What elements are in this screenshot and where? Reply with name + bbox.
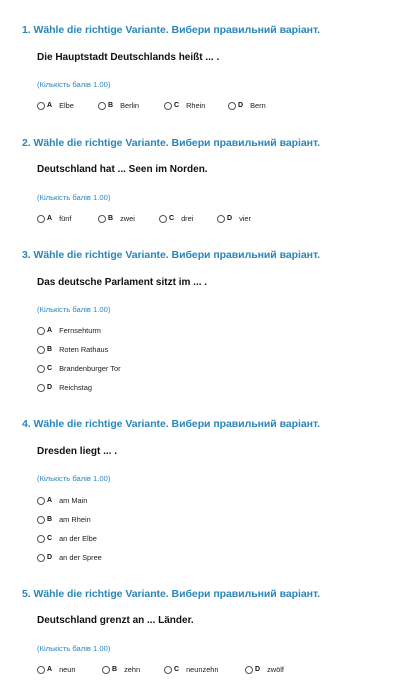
option-label: Brandenburger Tor — [59, 364, 121, 373]
option-label: neun — [59, 665, 76, 674]
radio-button[interactable] — [37, 516, 45, 524]
option-b[interactable] — [37, 345, 108, 354]
radio-button[interactable] — [37, 535, 45, 543]
radio-button[interactable] — [98, 215, 106, 223]
option-label: an der Spree — [59, 553, 102, 562]
radio-button[interactable] — [37, 365, 45, 373]
option-d[interactable] — [228, 101, 266, 110]
option-letter: B — [108, 215, 114, 222]
option-letter: B — [108, 102, 114, 109]
option-letter: C — [174, 666, 180, 673]
option-label: an der Elbe — [59, 534, 97, 543]
option-label: am Rhein — [59, 515, 91, 524]
option-c[interactable] — [37, 364, 121, 373]
option-label: zwei — [120, 214, 135, 223]
radio-button[interactable] — [159, 215, 167, 223]
radio-button[interactable] — [37, 215, 45, 223]
option-letter: A — [47, 497, 53, 504]
question-points: (Кількість балів 1.00) — [37, 644, 111, 653]
radio-button[interactable] — [37, 666, 45, 674]
question-text: Deutschland grenzt an ... Länder. — [37, 615, 194, 626]
question-text: Deutschland hat ... Seen im Norden. — [37, 164, 208, 175]
option-label: fünf — [59, 214, 72, 223]
option-a[interactable] — [37, 214, 71, 223]
option-label: vier — [239, 214, 251, 223]
option-b[interactable] — [98, 101, 139, 110]
radio-button[interactable] — [37, 346, 45, 354]
question-points: (Кількість балів 1.00) — [37, 80, 111, 89]
radio-button[interactable] — [164, 102, 172, 110]
option-letter: A — [47, 666, 53, 673]
question-heading: 1. Wähle die richtige Variante. Вибери правильний варіант. — [22, 24, 320, 36]
radio-button[interactable] — [37, 384, 45, 392]
option-label: zehn — [124, 665, 141, 674]
question-heading: 4. Wähle die richtige Variante. Вибери правильний варіант. — [22, 418, 320, 430]
radio-button[interactable] — [228, 102, 236, 110]
question-points: (Кількість балів 1.00) — [37, 474, 111, 483]
radio-button[interactable] — [37, 554, 45, 562]
radio-button[interactable] — [217, 215, 225, 223]
option-letter: B — [47, 516, 53, 523]
option-label: Berlin — [120, 101, 139, 110]
option-letter: A — [47, 327, 53, 334]
option-a[interactable] — [37, 665, 76, 674]
option-a[interactable] — [37, 101, 74, 110]
radio-button[interactable] — [102, 666, 110, 674]
option-letter: C — [47, 535, 53, 542]
question-text: Die Hauptstadt Deutschlands heißt ... . — [37, 52, 220, 63]
option-letter: A — [47, 102, 53, 109]
option-label: Bern — [250, 101, 266, 110]
option-d[interactable] — [217, 214, 251, 223]
option-label: Elbe — [59, 101, 74, 110]
option-a[interactable] — [37, 326, 101, 335]
option-letter: C — [174, 102, 180, 109]
option-letter: B — [112, 666, 118, 673]
question-heading: 3. Wähle die richtige Variante. Вибери правильний варіант. — [22, 249, 320, 261]
option-c[interactable] — [37, 534, 97, 543]
radio-button[interactable] — [164, 666, 172, 674]
option-d[interactable] — [245, 665, 284, 674]
option-letter: D — [47, 554, 53, 561]
question-heading: 2. Wähle die richtige Variante. Вибери правильний варіант. — [22, 137, 320, 149]
option-label: Rhein — [186, 101, 206, 110]
option-d[interactable] — [37, 383, 92, 392]
question-points: (Кількість балів 1.00) — [37, 193, 111, 202]
radio-button[interactable] — [37, 497, 45, 505]
option-label: Reichstag — [59, 383, 92, 392]
option-label: zwölf — [267, 665, 284, 674]
option-c[interactable] — [164, 101, 205, 110]
option-letter: D — [238, 102, 244, 109]
option-label: Roten Rathaus — [59, 345, 109, 354]
option-letter: C — [47, 365, 53, 372]
option-label: neunzehn — [186, 665, 219, 674]
radio-button[interactable] — [98, 102, 106, 110]
option-b[interactable] — [37, 515, 91, 524]
option-letter: C — [169, 215, 175, 222]
option-c[interactable] — [159, 214, 193, 223]
question-text: Das deutsche Parlament sitzt im ... . — [37, 277, 208, 288]
option-letter: D — [255, 666, 261, 673]
option-letter: D — [227, 215, 233, 222]
option-label: am Main — [59, 496, 88, 505]
radio-button[interactable] — [245, 666, 253, 674]
option-letter: B — [47, 346, 53, 353]
option-d[interactable] — [37, 553, 102, 562]
option-label: Fernsehturm — [59, 326, 101, 335]
option-b[interactable] — [102, 665, 140, 674]
option-letter: A — [47, 215, 53, 222]
question-heading: 5. Wähle die richtige Variante. Вибери правильний варіант. — [22, 588, 320, 600]
question-text: Dresden liegt ... . — [37, 446, 118, 457]
option-a[interactable] — [37, 496, 87, 505]
option-letter: D — [47, 384, 53, 391]
question-points: (Кількість балів 1.00) — [37, 305, 111, 314]
radio-button[interactable] — [37, 327, 45, 335]
option-b[interactable] — [98, 214, 135, 223]
radio-button[interactable] — [37, 102, 45, 110]
option-c[interactable] — [164, 665, 219, 674]
option-label: drei — [181, 214, 194, 223]
